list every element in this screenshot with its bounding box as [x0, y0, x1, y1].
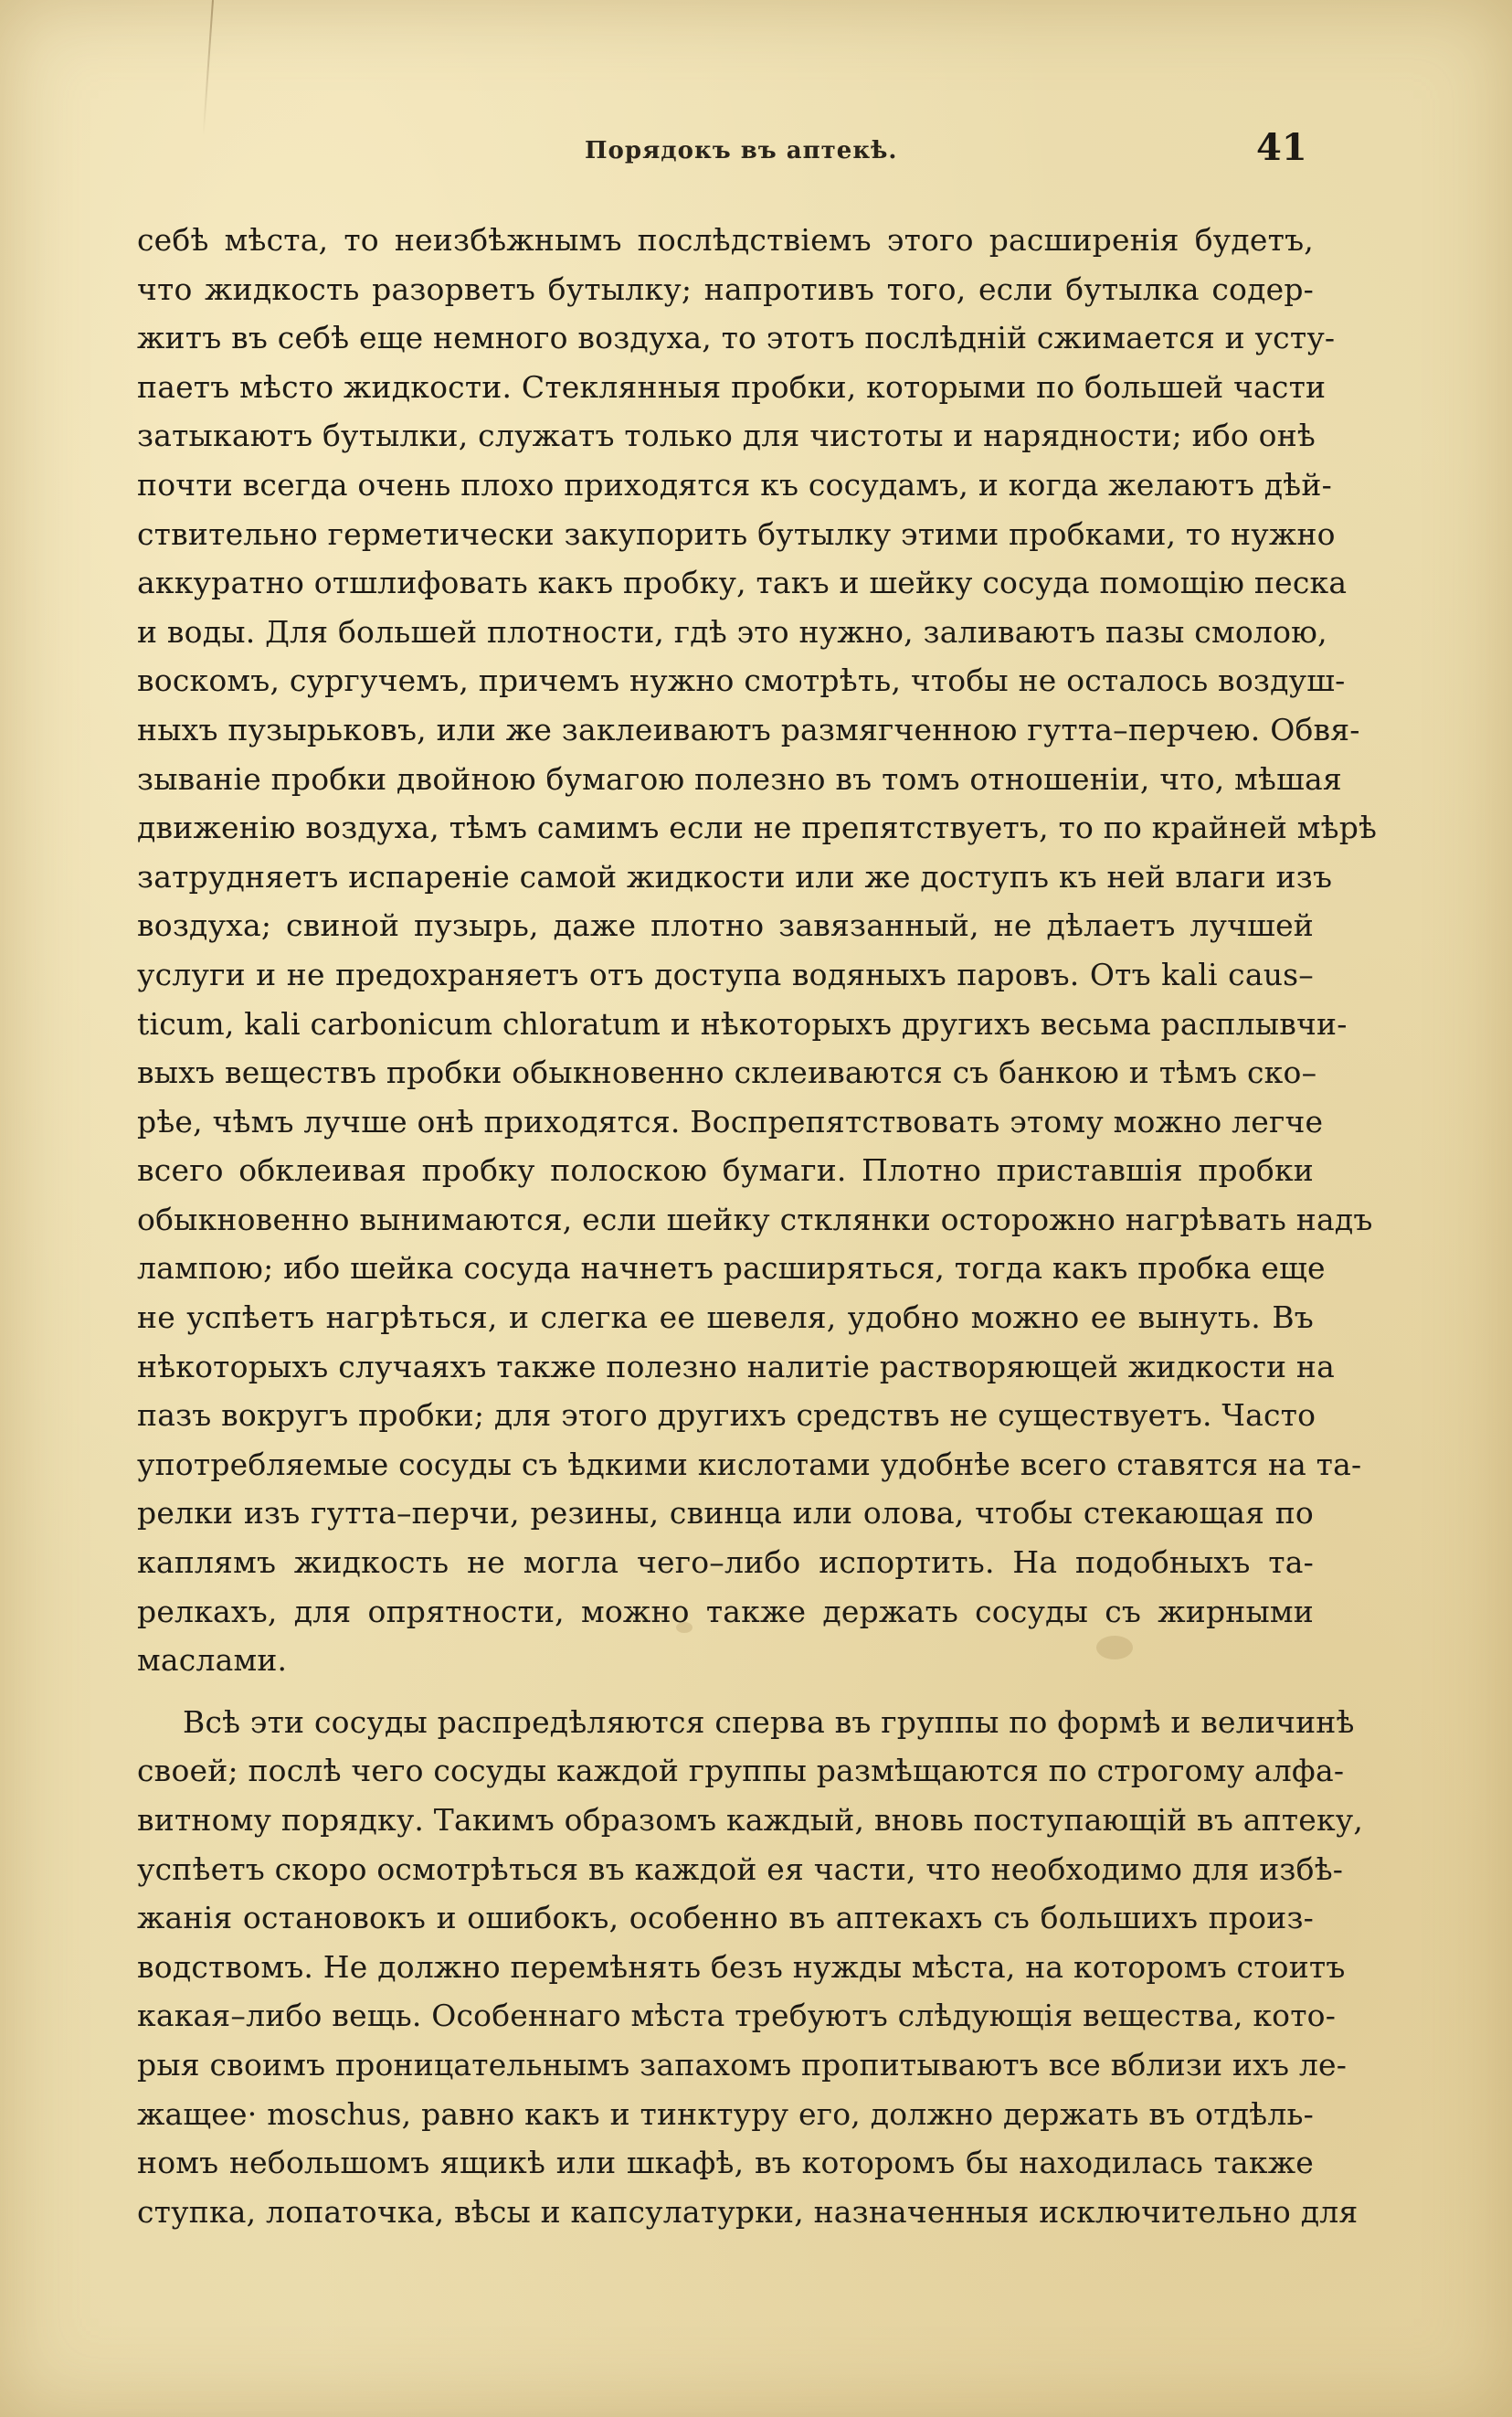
- text-line: ствительно герметически закупорить бутылку этими пробками, то нужно: [137, 515, 1336, 552]
- text-line: номъ небольшомъ ящикѣ или шкафѣ, въ которомъ бы находилась также: [137, 2145, 1314, 2181]
- text-line: воздуха; свиной пузырь, даже плотно завязанный, не дѣлаетъ лучшей: [137, 907, 1314, 944]
- text-line: ticum, kali carbonicum chloratum и нѣкоторыхъ другихъ весьма расплывчи-: [137, 1005, 1348, 1042]
- text-line: обыкновенно вынимаются, если шейку стклянки осторожно нагрѣвать надъ: [137, 1201, 1373, 1237]
- text-line: рѣе, чѣмъ лучше онѣ приходятся. Воспрепятствовать этому можно легче: [137, 1103, 1324, 1140]
- text-line: нѣкоторыхъ случаяхъ также полезно налитiе растворяющей жидкости на: [137, 1348, 1335, 1384]
- text-line: житъ въ себѣ еще немного воздуха, то этотъ послѣднiй сжимается и усту-: [137, 320, 1336, 356]
- text-line: себѣ мѣста, то неизбѣжнымъ послѣдствiемъ этого расширенiя будетъ,: [137, 222, 1314, 258]
- text-line: успѣетъ скоро осмотрѣться въ каждой ея части, что необходимо для избѣ-: [137, 1850, 1344, 1887]
- text-line: маслами.: [137, 1642, 288, 1679]
- text-line: почти всегда очень плохо приходятся къ сосудамъ, и когда желаютъ дѣй-: [137, 466, 1332, 503]
- text-line: всего обклеивая пробку полоскою бумаги. Плотно приставшiя пробки: [137, 1152, 1314, 1189]
- text-line: Всѣ эти сосуды распредѣляются сперва въ группы по формѣ и величинѣ: [183, 1703, 1355, 1740]
- page-fold-mark: [203, 0, 214, 137]
- text-line: не успѣетъ нагрѣться, и слегка ее шевеля, удобно можно ее вынуть. Въ: [137, 1299, 1314, 1336]
- text-line: зыванiе пробки двойною бумагою полезно въ томъ отношенiи, что, мѣшая: [137, 760, 1342, 797]
- text-line: жащее· moschus, равно какъ и тинктуру его, должно держать въ отдѣль-: [137, 2095, 1314, 2132]
- text-line: каплямъ жидкость не могла чего–либо испортить. На подобныхъ та-: [137, 1544, 1314, 1581]
- paragraph-gap: [137, 1685, 1314, 1698]
- text-line: паетъ мѣсто жидкости. Стеклянныя пробки, которыми по большей части: [137, 368, 1327, 405]
- text-line: какая–либо вещь. Особеннаго мѣста требуютъ слѣдующiя вещества, кото-: [137, 1998, 1337, 2034]
- text-line: выхъ веществъ пробки обыкновенно склеиваются съ банкою и тѣмъ ско–: [137, 1055, 1317, 1091]
- text-line: релкахъ, для опрятности, можно также держать сосуды съ жирными: [137, 1593, 1314, 1629]
- text-line: ступка, лопаточка, вѣсы и капсулатурки, назначенныя исключительно для: [137, 2193, 1359, 2230]
- text-line: воскомъ, сургучемъ, причемъ нужно смотрѣть, чтобы не осталось воздуш-: [137, 663, 1346, 699]
- text-line: пазъ вокругъ пробки; для этого другихъ средствъ не существуетъ. Часто: [137, 1397, 1316, 1434]
- text-line: употребляемые сосуды съ ѣдкими кислотами удобнѣе всего ставятся на та-: [137, 1446, 1362, 1482]
- text-line: затрудняетъ испаренiе самой жидкости или же доступъ къ ней влаги изъ: [137, 858, 1333, 895]
- body-text: [137, 216, 1378, 2236]
- text-line: лампою; ибо шейка сосуда начнетъ расширяться, тогда какъ пробка еще: [137, 1250, 1326, 1287]
- text-line: рыя своимъ проницательнымъ запахомъ пропитываютъ все вблизи ихъ ле-: [137, 2046, 1348, 2083]
- paragraph: [137, 216, 1378, 1685]
- text-line: услуги и не предохраняетъ отъ доступа водяныхъ паровъ. Отъ kali caus–: [137, 956, 1314, 992]
- text-line: затыкаютъ бутылки, служатъ только для чистоты и нарядности; ибо онѣ: [137, 418, 1316, 454]
- text-line: водствомъ. Не должно перемѣнять безъ нужды мѣста, на которомъ стоитъ: [137, 1948, 1346, 1985]
- text-line: релки изъ гутта–перчи, резины, свинца или олова, чтобы стекающая по: [137, 1495, 1314, 1532]
- text-line: аккуратно отшлифовать какъ пробку, такъ и шейку сосуда помощiю песка: [137, 565, 1348, 601]
- text-line: жанiя остановокъ и ошибокъ, особенно въ аптекахъ съ большихъ произ-: [137, 1900, 1314, 1936]
- text-line: своей; послѣ чего сосуды каждой группы размѣщаются по строгому алфа-: [137, 1753, 1345, 1789]
- running-head: Порядокъ въ аптекѣ.: [585, 137, 898, 164]
- text-line: что жидкость разорветъ бутылку; напротивъ того, если бутылка содер-: [137, 270, 1314, 307]
- page-number: 41: [1256, 126, 1307, 169]
- paragraph: [137, 1698, 1364, 2237]
- text-line: ныхъ пузырьковъ, или же заклеиваютъ размягченною гутта–перчею. Обвя-: [137, 711, 1360, 747]
- text-line: движенiю воздуха, тѣмъ самимъ если не препятствуетъ, то по крайней мѣрѣ: [137, 810, 1378, 846]
- text-line: витному порядку. Такимъ образомъ каждый, вновь поступающiй въ аптеку,: [137, 1802, 1364, 1838]
- text-line: и воды. Для большей плотности, гдѣ это нужно, заливаютъ пазы смолою,: [137, 613, 1327, 650]
